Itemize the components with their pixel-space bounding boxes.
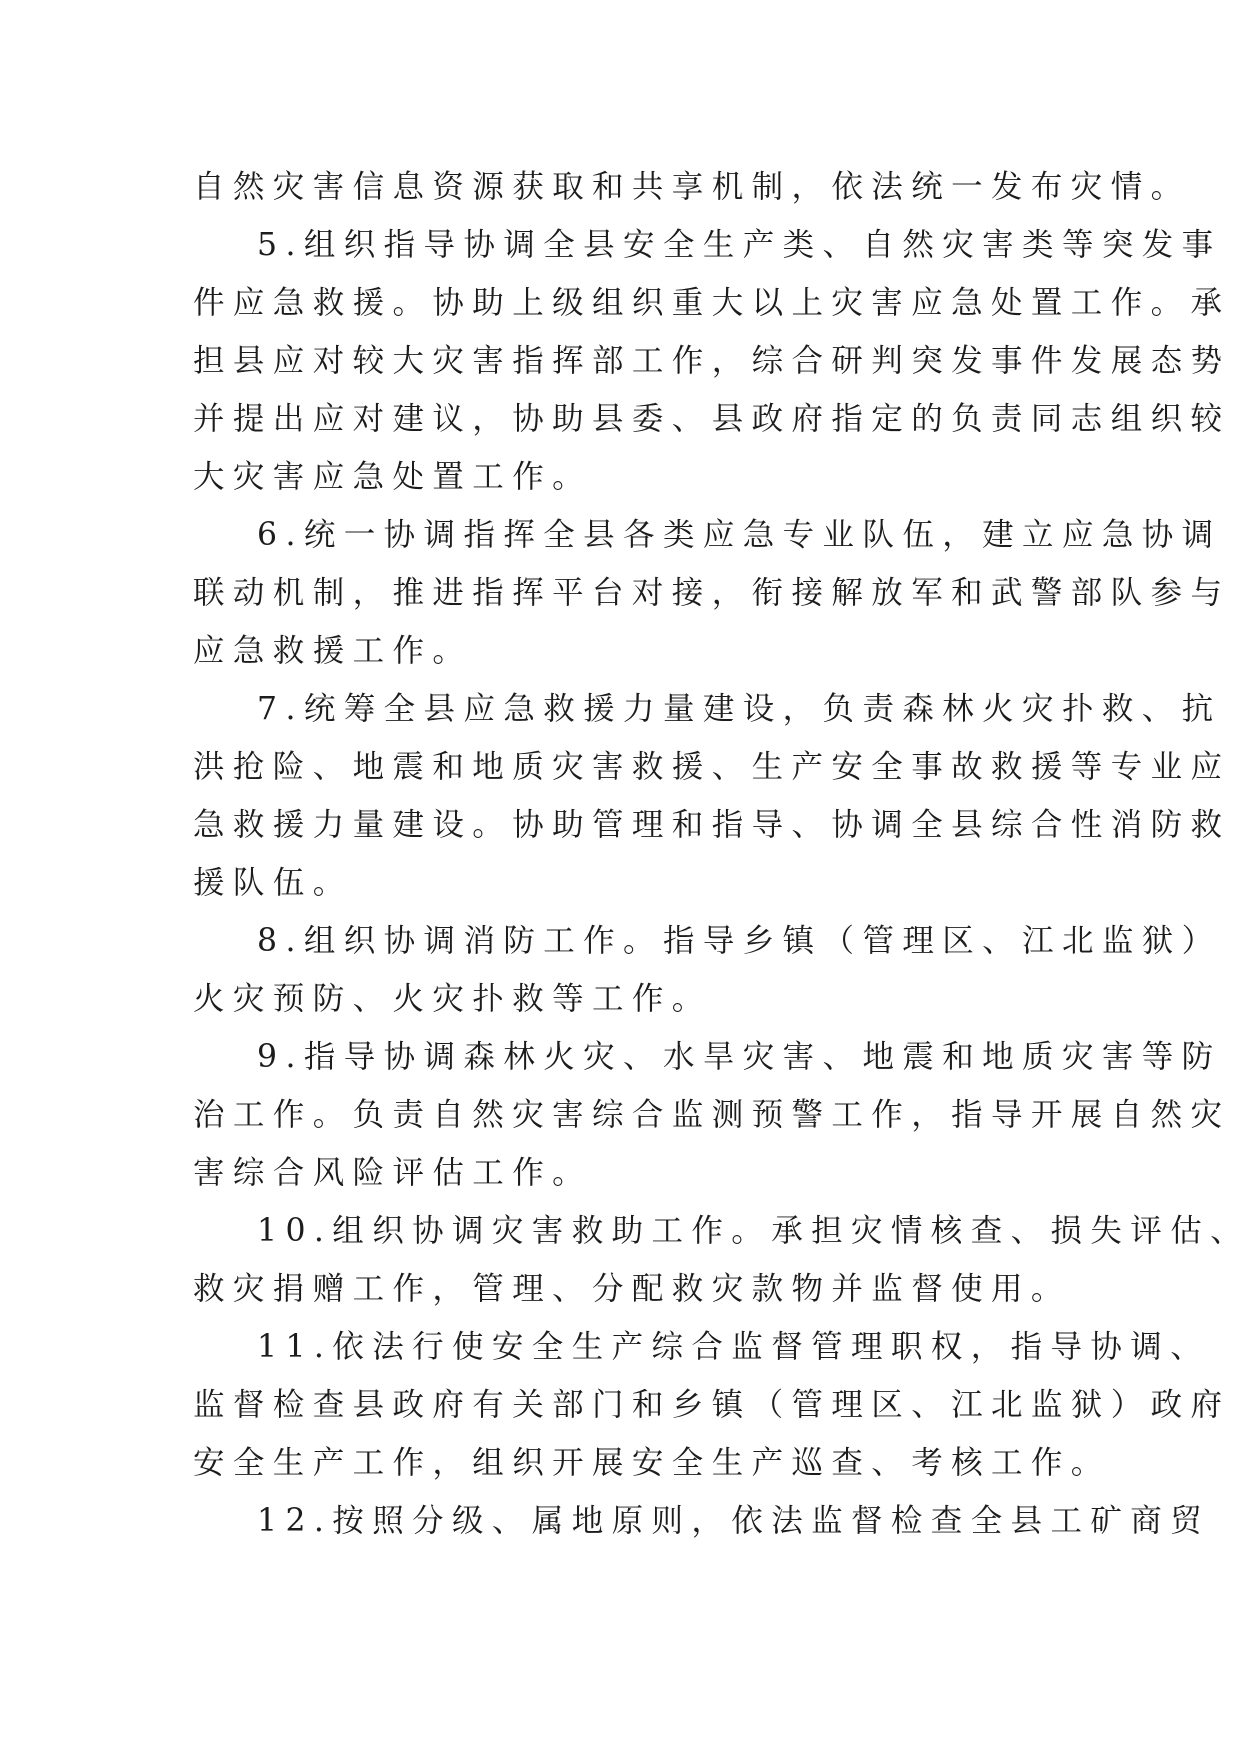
paragraph-item-12-line-1: 12.按照分级、属地原则，依法监督检查全县工矿商贸	[257, 1503, 1211, 1539]
paragraph-item-7-line-1: 7.统筹全县应急救援力量建设，负责森林火灾扑救、抗	[257, 691, 1222, 727]
paragraph-item-7-line-4: 援队伍。	[193, 865, 353, 901]
paragraph-item-6-line-2: 联动机制，推进指挥平台对接，衔接解放军和武警部队参与	[193, 575, 1231, 611]
paragraph-item-5-line-2: 件应急救援。协助上级组织重大以上灾害应急处置工作。承	[193, 285, 1231, 321]
paragraph-item-5-line-3: 担县应对较大灾害指挥部工作，综合研判突发事件发展态势	[193, 343, 1231, 379]
paragraph-item-11-line-1: 11.依法行使安全生产综合监督管理职权，指导协调、	[257, 1329, 1211, 1365]
paragraph-item-10-line-1: 10.组织协调灾害救助工作。承担灾情核查、损失评估、	[257, 1213, 1250, 1249]
paragraph-item-10-line-2: 救灾捐赠工作，管理、分配救灾款物并监督使用。	[193, 1271, 1071, 1307]
paragraph-item-5-line-5: 大灾害应急处置工作。	[193, 459, 593, 495]
document-body	[193, 158, 1250, 1550]
paragraph-item-9-line-1: 9.指导协调森林火灾、水旱灾害、地震和地质灾害等防	[257, 1039, 1222, 1075]
paragraph-item-9-line-2: 治工作。负责自然灾害综合监测预警工作，指导开展自然灾	[193, 1097, 1231, 1133]
paragraph-item-6-line-1: 6.统一协调指挥全县各类应急专业队伍，建立应急协调	[257, 517, 1222, 553]
paragraph-item-5-line-1: 5.组织指导协调全县安全生产类、自然灾害类等突发事	[257, 227, 1222, 263]
paragraph-item-11-line-2: 监督检查县政府有关部门和乡镇（管理区、江北监狱）政府	[193, 1387, 1231, 1423]
paragraph-item-9-line-3: 害综合风险评估工作。	[193, 1155, 593, 1191]
paragraph-item-11-line-3: 安全生产工作，组织开展安全生产巡查、考核工作。	[193, 1445, 1111, 1481]
paragraph-item-8-line-2: 火灾预防、火灾扑救等工作。	[193, 981, 712, 1017]
paragraph-item-7-line-2: 洪抢险、地震和地质灾害救援、生产安全事故救援等专业应	[193, 749, 1231, 785]
paragraph-item-8-line-1: 8.组织协调消防工作。指导乡镇（管理区、江北监狱）	[257, 923, 1222, 959]
paragraph-item-5-line-4: 并提出应对建议，协助县委、县政府指定的负责同志组织较	[193, 401, 1231, 437]
paragraph-item-7-line-3: 急救援力量建设。协助管理和指导、协调全县综合性消防救	[193, 807, 1231, 843]
paragraph-item-6-line-3: 应急救援工作。	[193, 633, 473, 669]
paragraph-1-line-1: 自然灾害信息资源获取和共享机制，依法统一发布灾情。	[193, 169, 1191, 205]
